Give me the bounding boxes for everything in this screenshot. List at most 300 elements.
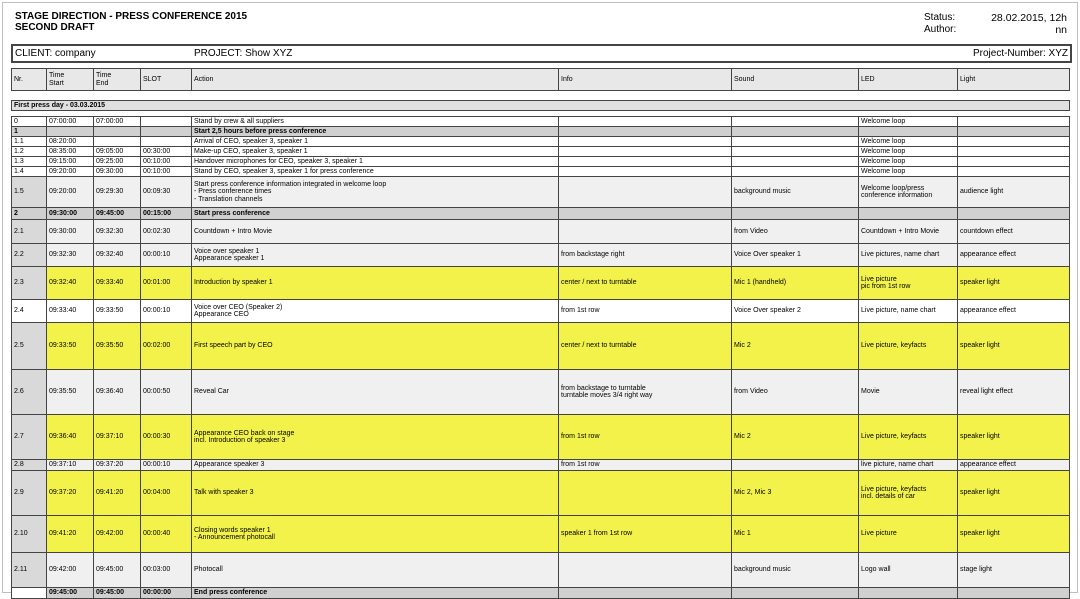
slot-cell-text: 00:02:00: [143, 342, 171, 350]
action-cell-text: First speech part by CEO: [194, 342, 273, 350]
col-time-end: Time End: [94, 69, 141, 91]
info-cell-text: center / next to turntable: [561, 279, 637, 287]
sound-cell-text: background music: [734, 188, 791, 196]
status-label: Status:: [924, 12, 956, 23]
time-end-cell-text: 09:41:20: [96, 489, 124, 497]
nr-cell: [12, 370, 47, 415]
slot-cell: [141, 323, 192, 370]
action-cell-text: Appearance CEO: [194, 311, 249, 318]
led-cell-text: pic from 1st row: [861, 283, 911, 290]
nr-cell: [12, 157, 47, 167]
sound-cell: [732, 415, 859, 460]
slot-cell-text: 00:03:00: [143, 566, 171, 574]
slot-cell: [141, 208, 192, 220]
slot-cell: [141, 127, 192, 137]
action-cell: [192, 471, 559, 516]
slot-cell: [141, 147, 192, 157]
col-action: Action: [192, 69, 559, 91]
nr-cell: [12, 323, 47, 370]
time-end-cell: [94, 157, 141, 167]
nr-cell: [12, 137, 47, 147]
slot-cell: [141, 177, 192, 208]
light-cell-text: speaker light: [960, 433, 1000, 441]
time-end-cell: [94, 220, 141, 244]
time-start-cell-text: 07:00:00: [49, 117, 77, 125]
info-cell: [559, 516, 732, 553]
sound-cell: [732, 460, 859, 471]
light-cell-text: speaker light: [960, 530, 1000, 538]
table-row: [12, 415, 1070, 460]
sound-cell: [732, 127, 859, 137]
meta-values: [991, 12, 1067, 36]
led-cell: [859, 147, 958, 157]
sound-cell-text: from Video: [734, 388, 768, 396]
action-cell: [192, 300, 559, 323]
action-cell-text: Reveal Car: [194, 388, 230, 396]
light-cell: [958, 127, 1070, 137]
sound-cell: [732, 370, 859, 415]
time-start-cell-text: 09:45:00: [49, 589, 78, 597]
time-start-cell: [47, 516, 94, 553]
action-cell: [192, 127, 559, 137]
time-start-cell-text: 09:37:20: [49, 489, 77, 497]
info-cell-text: from backstage right: [561, 251, 625, 259]
nr-cell: [12, 460, 47, 471]
time-start-cell-text: 09:36:40: [49, 433, 77, 441]
led-cell: [859, 117, 958, 127]
slot-cell: [141, 137, 192, 147]
led-cell-text: Live picture, keyfacts: [861, 485, 927, 493]
sound-cell-text: Voice Over speaker 2: [734, 307, 801, 315]
nr-cell-text: 2.7: [14, 433, 24, 441]
light-cell-text: speaker light: [960, 342, 1000, 350]
info-cell: [559, 167, 732, 177]
time-start-cell: [47, 177, 94, 208]
action-cell-text: Introduction by speaker 1: [194, 279, 273, 287]
led-cell: [859, 323, 958, 370]
led-cell: [859, 220, 958, 244]
action-cell: [192, 267, 559, 300]
action-cell-text: Handover microphones for CEO, speaker 3, speaker 1: [194, 157, 363, 165]
author-label: Author:: [924, 24, 957, 35]
led-cell-text: Welcome loop: [861, 157, 906, 165]
info-cell: [559, 588, 732, 599]
table-row: [12, 267, 1070, 300]
time-end-cell: [94, 300, 141, 323]
action-cell-text: Stand by crew & all suppliers: [194, 117, 284, 125]
nr-cell-text: 2.9: [14, 489, 24, 497]
action-cell: [192, 516, 559, 553]
info-cell: [559, 415, 732, 460]
time-start-cell: [47, 244, 94, 267]
slot-cell-text: 00:10:00: [143, 157, 171, 165]
led-cell: [859, 267, 958, 300]
info-cell: [559, 177, 732, 208]
led-cell-text: Welcome loop: [861, 167, 906, 175]
action-cell-text: Appearance speaker 3: [194, 461, 265, 469]
time-start-cell-text: 09:32:30: [49, 251, 77, 259]
slot-cell-text: 00:00:40: [143, 530, 171, 538]
time-end-cell-text: 09:32:40: [96, 251, 124, 259]
time-end-cell: [94, 117, 141, 127]
time-end-cell: [94, 516, 141, 553]
sound-cell-text: Mic 2: [734, 433, 751, 441]
nr-cell: [12, 516, 47, 553]
led-cell-text: incl. details of car: [861, 493, 916, 500]
action-cell-text: Voice over CEO (Speaker 2): [194, 303, 283, 311]
action-cell-text: Appearance speaker 1: [194, 255, 265, 262]
slot-cell: [141, 370, 192, 415]
time-end-cell-text: 09:45:00: [96, 209, 125, 217]
time-start-cell-text: 09:33:50: [49, 342, 77, 350]
led-cell: [859, 127, 958, 137]
action-cell-text: Countdown + Intro Movie: [194, 227, 273, 235]
time-start-cell: [47, 220, 94, 244]
action-cell-text: - Announcement photocall: [194, 534, 275, 541]
nr-cell-text: 1.3: [14, 157, 24, 165]
led-cell: [859, 208, 958, 220]
slot-cell-text: 00:00:30: [143, 433, 171, 441]
time-end-cell-text: 09:29:30: [96, 188, 124, 196]
time-end-cell-text: 09:30:00: [96, 167, 124, 175]
light-cell: [958, 370, 1070, 415]
time-start-cell-text: 08:20:00: [49, 137, 77, 145]
sound-cell: [732, 177, 859, 208]
action-cell-text: Photocall: [194, 566, 223, 574]
table-row: [12, 157, 1070, 167]
led-cell-text: Live picture: [861, 275, 897, 283]
slot-cell: [141, 471, 192, 516]
sound-cell-text: Mic 2: [734, 342, 751, 350]
led-cell-text: Welcome loop: [861, 137, 906, 145]
time-end-cell: [94, 167, 141, 177]
spacer-row: [12, 91, 1070, 101]
info-cell: [559, 300, 732, 323]
slot-cell-text: 00:00:10: [143, 461, 171, 469]
slot-cell-text: 00:01:00: [143, 279, 171, 287]
action-cell: [192, 147, 559, 157]
time-start-cell-text: 09:37:10: [49, 461, 77, 469]
time-end-cell: [94, 147, 141, 157]
led-cell-text: Logo wall: [861, 566, 891, 574]
author-value: nn: [1055, 24, 1067, 36]
led-cell: [859, 471, 958, 516]
time-start-cell: [47, 208, 94, 220]
table-row: [12, 588, 1070, 599]
light-cell: [958, 460, 1070, 471]
meta-labels: [924, 12, 956, 36]
time-end-cell-text: 09:05:00: [96, 147, 124, 155]
table-row: [12, 177, 1070, 208]
time-start-cell-text: 09:33:40: [49, 307, 77, 315]
time-end-cell: [94, 588, 141, 599]
nr-cell-text: 2.3: [14, 279, 24, 287]
light-cell: [958, 588, 1070, 599]
slot-cell: [141, 415, 192, 460]
table-row: [12, 460, 1070, 471]
slot-cell-text: 00:02:30: [143, 227, 171, 235]
info-cell: [559, 471, 732, 516]
action-cell-text: Talk with speaker 3: [194, 489, 254, 497]
nr-cell-text: 2.11: [14, 566, 28, 574]
sound-cell: [732, 157, 859, 167]
time-end-cell: [94, 127, 141, 137]
time-start-cell: [47, 117, 94, 127]
table-row: [12, 127, 1070, 137]
led-cell: [859, 167, 958, 177]
action-cell: [192, 370, 559, 415]
light-cell: [958, 300, 1070, 323]
led-cell: [859, 588, 958, 599]
info-cell: [559, 157, 732, 167]
nr-cell: [12, 208, 47, 220]
time-end-cell: [94, 370, 141, 415]
sound-cell: [732, 137, 859, 147]
time-start-cell: [47, 300, 94, 323]
time-end-cell-text: 09:35:50: [96, 342, 124, 350]
info-cell: [559, 323, 732, 370]
nr-cell-text: 2.2: [14, 251, 24, 259]
slot-cell-text: 00:10:00: [143, 167, 171, 175]
light-cell: [958, 415, 1070, 460]
nr-cell: [12, 267, 47, 300]
action-cell-text: - Press conference times: [194, 188, 272, 196]
info-cell: [559, 460, 732, 471]
document-header: [15, 11, 247, 33]
slot-cell-text: 00:15:00: [143, 209, 172, 217]
light-cell: [958, 220, 1070, 244]
project-number-label: Project-Number: XYZ: [972, 48, 1068, 59]
nr-cell-text: 2.8: [14, 461, 24, 469]
action-cell-text: Voice over speaker 1: [194, 247, 260, 255]
nr-cell: [12, 244, 47, 267]
slot-cell: [141, 157, 192, 167]
time-start-cell-text: 09:30:00: [49, 227, 77, 235]
info-cell: [559, 244, 732, 267]
led-cell-text: Countdown + Intro Movie: [861, 227, 940, 235]
light-cell-text: stage light: [960, 566, 992, 574]
led-cell-text: Live picture, name chart: [861, 307, 936, 315]
time-end-cell-text: 09:25:00: [96, 157, 124, 165]
slot-cell: [141, 167, 192, 177]
action-cell: [192, 415, 559, 460]
time-start-cell: [47, 127, 94, 137]
action-cell: [192, 167, 559, 177]
time-end-cell: [94, 323, 141, 370]
table-row: [12, 300, 1070, 323]
day-row: [12, 101, 1070, 111]
time-end-cell-text: 09:33:40: [96, 279, 124, 287]
table-row: [12, 167, 1070, 177]
action-cell-text: Closing words speaker 1: [194, 526, 271, 534]
led-cell-text: Live picture, keyfacts: [861, 342, 927, 350]
slot-cell-text: 00:09:30: [143, 188, 171, 196]
sound-cell: [732, 323, 859, 370]
time-start-cell: [47, 460, 94, 471]
sound-cell: [732, 553, 859, 588]
led-cell: [859, 244, 958, 267]
info-cell: [559, 220, 732, 244]
slot-cell: [141, 220, 192, 244]
time-end-cell-text: 09:45:00: [96, 566, 124, 574]
action-cell: [192, 137, 559, 147]
status-value: 28.02.2015, 12h: [991, 12, 1067, 24]
time-start-cell-text: 09:32:40: [49, 279, 77, 287]
time-start-cell-text: 09:42:00: [49, 566, 77, 574]
nr-cell-text: 2.6: [14, 388, 24, 396]
time-end-cell-text: 09:42:00: [96, 530, 124, 538]
action-cell-text: incl. Introduction of speaker 3: [194, 437, 286, 444]
led-cell: [859, 177, 958, 208]
led-cell: [859, 300, 958, 323]
sound-cell: [732, 220, 859, 244]
info-cell-text: center / next to turntable: [561, 342, 637, 350]
slot-cell-text: 00:04:00: [143, 489, 171, 497]
slot-cell-text: 00:00:10: [143, 251, 171, 259]
nr-cell: [12, 553, 47, 588]
action-cell-text: Start press conference: [194, 209, 270, 217]
light-cell: [958, 471, 1070, 516]
time-start-cell: [47, 370, 94, 415]
nr-cell: [12, 588, 47, 599]
action-cell-text: Appearance CEO back on stage: [194, 429, 295, 437]
time-start-cell: [47, 147, 94, 157]
time-end-cell: [94, 137, 141, 147]
action-cell-text: Start press conference information integrated in welcome loop: [194, 180, 387, 188]
light-cell: [958, 147, 1070, 157]
time-start-cell: [47, 471, 94, 516]
col-time-start: Time Start: [47, 69, 94, 91]
action-cell: [192, 553, 559, 588]
action-cell: [192, 588, 559, 599]
light-cell: [958, 244, 1070, 267]
table-row: [12, 147, 1070, 157]
project-label: PROJECT: Show XYZ: [194, 48, 293, 59]
time-end-cell: [94, 471, 141, 516]
nr-cell: [12, 117, 47, 127]
led-cell: [859, 516, 958, 553]
sound-cell: [732, 208, 859, 220]
time-start-cell: [47, 267, 94, 300]
col-info: Info: [559, 69, 732, 91]
light-cell: [958, 516, 1070, 553]
time-start-cell: [47, 588, 94, 599]
led-cell-text: Welcome loop/press: [861, 184, 925, 192]
time-start-cell: [47, 323, 94, 370]
time-end-cell-text: 09:37:20: [96, 461, 124, 469]
sound-cell-text: Voice Over speaker 1: [734, 251, 801, 259]
light-cell-text: countdown effect: [960, 227, 1013, 235]
info-cell: [559, 147, 732, 157]
info-cell: [559, 127, 732, 137]
table-row: [12, 117, 1070, 127]
light-cell-text: appearance effect: [960, 251, 1016, 259]
nr-cell-text: 0: [14, 117, 18, 125]
sound-cell-text: Mic 2, Mic 3: [734, 489, 772, 497]
nr-cell: [12, 415, 47, 460]
time-start-cell-text: 09:30:00: [49, 209, 78, 217]
light-cell-text: speaker light: [960, 489, 1000, 497]
nr-cell-text: 1.2: [14, 147, 24, 155]
light-cell: [958, 553, 1070, 588]
nr-cell-text: 1: [14, 127, 18, 135]
time-start-cell: [47, 553, 94, 588]
client-label: CLIENT: company: [15, 48, 96, 59]
nr-cell-text: 1.4: [14, 167, 24, 175]
action-cell-text: - Translation channels: [194, 195, 263, 203]
sound-cell: [732, 300, 859, 323]
slot-cell-text: 00:00:50: [143, 388, 171, 396]
time-start-cell-text: 09:35:50: [49, 388, 77, 396]
time-start-cell-text: 09:20:00: [49, 167, 77, 175]
info-cell-text: turntable moves 3/4 right way: [561, 392, 653, 399]
led-cell: [859, 137, 958, 147]
col-light: Light: [958, 69, 1070, 91]
nr-cell: [12, 167, 47, 177]
time-end-cell-text: 09:36:40: [96, 388, 124, 396]
col-nr: Nr.: [12, 69, 47, 91]
time-start-cell: [47, 137, 94, 147]
info-cell: [559, 267, 732, 300]
info-cell: [559, 117, 732, 127]
light-cell: [958, 208, 1070, 220]
time-start-cell-text: 09:15:00: [49, 157, 77, 165]
nr-cell: [12, 127, 47, 137]
action-cell: [192, 208, 559, 220]
sound-cell: [732, 244, 859, 267]
table-row: [12, 370, 1070, 415]
table-row: [12, 220, 1070, 244]
slot-cell: [141, 300, 192, 323]
sound-cell: [732, 516, 859, 553]
light-cell: [958, 167, 1070, 177]
info-cell-text: speaker 1 from 1st row: [561, 530, 633, 538]
nr-cell: [12, 471, 47, 516]
led-cell: [859, 157, 958, 167]
time-end-cell: [94, 553, 141, 588]
time-end-cell: [94, 208, 141, 220]
nr-cell-text: 2.1: [14, 227, 24, 235]
time-end-cell-text: 09:37:10: [96, 433, 124, 441]
sound-cell: [732, 117, 859, 127]
table-row: [12, 208, 1070, 220]
col-slot: SLOT: [141, 69, 192, 91]
info-cell: [559, 137, 732, 147]
led-cell-text: Welcome loop: [861, 147, 906, 155]
info-cell-text: from 1st row: [561, 307, 600, 315]
table-row: [12, 553, 1070, 588]
nr-cell-text: 2.5: [14, 342, 24, 350]
time-start-cell-text: 09:20:00: [49, 188, 77, 196]
action-cell: [192, 323, 559, 370]
sound-cell-text: Mic 1: [734, 530, 751, 538]
action-cell: [192, 220, 559, 244]
nr-cell-text: 2.10: [14, 530, 28, 538]
slot-cell: [141, 460, 192, 471]
table-row: [12, 244, 1070, 267]
led-cell-text: live picture, name chart: [861, 461, 934, 469]
time-end-cell-text: 09:33:50: [96, 307, 124, 315]
col-led: LED: [859, 69, 958, 91]
client-bar: [11, 44, 1072, 63]
slot-cell: [141, 516, 192, 553]
light-cell: [958, 157, 1070, 167]
info-cell: [559, 553, 732, 588]
sound-cell: [732, 267, 859, 300]
info-cell: [559, 370, 732, 415]
time-start-cell-text: 09:41:20: [49, 530, 77, 538]
nr-cell: [12, 147, 47, 157]
